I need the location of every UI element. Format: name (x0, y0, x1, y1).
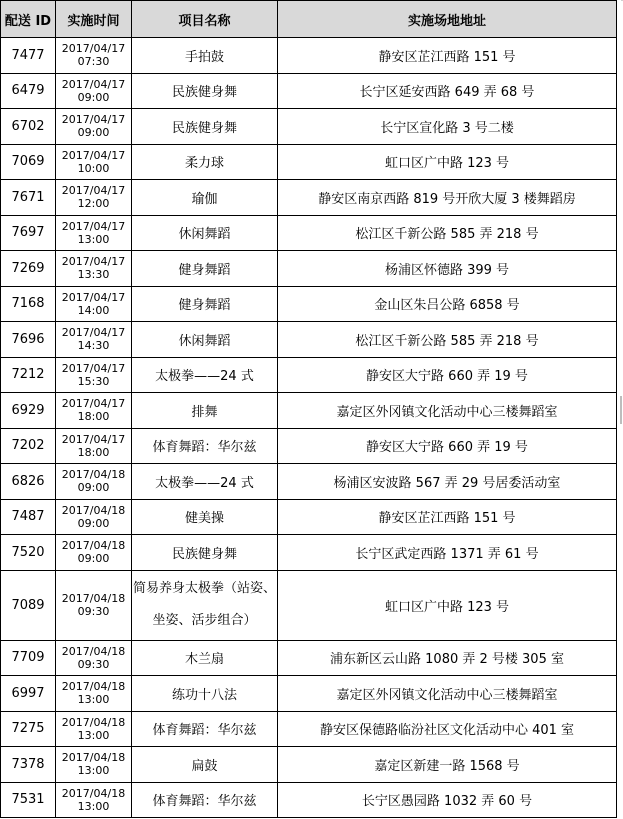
cell-clock: 18:00 (77, 410, 110, 424)
cell-clock: 13:00 (77, 232, 110, 246)
cell-clock: 10:00 (77, 161, 110, 175)
cell-id[interactable]: 6929 (1, 393, 56, 429)
cell-date: 2017/04/17 (61, 184, 126, 198)
cell-clock: 15:30 (77, 374, 110, 388)
cell-id[interactable]: 7378 (1, 747, 56, 783)
cell-address[interactable]: 静安区南京西路 819 号开欣大厦 3 楼舞蹈房 (278, 180, 617, 216)
cell-clock: 09:00 (77, 481, 110, 495)
cell-time[interactable] (56, 499, 132, 535)
header-time[interactable]: 实施时间 (56, 1, 132, 38)
cell-id[interactable]: 7477 (1, 38, 56, 74)
cell-date: 2017/04/17 (61, 113, 126, 127)
table-row (1, 747, 617, 783)
cell-address[interactable]: 嘉定区外冈镇文化活动中心三楼舞蹈室 (278, 393, 617, 429)
cell-address[interactable]: 松江区千新公路 585 弄 218 号 (278, 322, 617, 358)
cell-id[interactable]: 7709 (1, 640, 56, 676)
cell-project[interactable]: 简易养身太极拳（站姿、坐姿、活步组合） (132, 570, 278, 640)
cell-id[interactable]: 7520 (1, 535, 56, 571)
cell-date: 2017/04/18 (61, 786, 126, 800)
cell-time[interactable] (56, 73, 132, 109)
table-row (1, 180, 617, 216)
table-row (1, 499, 617, 535)
cell-clock: 14:30 (77, 339, 110, 353)
cell-id[interactable]: 7202 (1, 428, 56, 464)
cell-date: 2017/04/17 (61, 42, 126, 56)
cell-id[interactable]: 6826 (1, 464, 56, 500)
cell-address[interactable]: 静安区芷江西路 151 号 (278, 499, 617, 535)
cell-address[interactable]: 浦东新区云山路 1080 弄 2 号楼 305 室 (278, 640, 617, 676)
cell-project[interactable]: 木兰扇 (132, 640, 278, 676)
cell-project[interactable]: 民族健身舞 (132, 535, 278, 571)
cell-clock: 13:00 (77, 764, 110, 778)
cell-address[interactable]: 长宁区宣化路 3 号二楼 (278, 109, 617, 145)
table-row (1, 215, 617, 251)
cell-date: 2017/04/18 (61, 715, 126, 729)
cell-project[interactable]: 体育舞蹈：华尔兹 (132, 782, 278, 818)
cell-id[interactable]: 6479 (1, 73, 56, 109)
cell-time[interactable] (56, 215, 132, 251)
table-row (1, 73, 617, 109)
cell-project[interactable]: 休闲舞蹈 (132, 215, 278, 251)
cell-date: 2017/04/17 (61, 77, 126, 91)
cell-address[interactable]: 嘉定区新建一路 1568 号 (278, 747, 617, 783)
cell-clock: 13:00 (77, 728, 110, 742)
cell-clock: 09:00 (77, 90, 110, 104)
cell-date: 2017/04/18 (61, 539, 126, 553)
cell-address[interactable]: 嘉定区外冈镇文化活动中心三楼舞蹈室 (278, 676, 617, 712)
cell-time[interactable] (56, 428, 132, 464)
cell-address[interactable]: 长宁区武定西路 1371 弄 61 号 (278, 535, 617, 571)
cell-id[interactable]: 6997 (1, 676, 56, 712)
cell-project[interactable]: 体育舞蹈：华尔兹 (132, 428, 278, 464)
scroll-edge-marker (620, 396, 622, 424)
cell-date: 2017/04/18 (61, 503, 126, 517)
table-row (1, 357, 617, 393)
cell-clock: 13:00 (77, 799, 110, 813)
cell-address[interactable]: 静安区芷江西路 151 号 (278, 38, 617, 74)
header-row (1, 1, 617, 38)
cell-id[interactable]: 7696 (1, 322, 56, 358)
cell-address[interactable]: 金山区朱吕公路 6858 号 (278, 286, 617, 322)
table-row (1, 676, 617, 712)
cell-time[interactable] (56, 180, 132, 216)
cell-time[interactable] (56, 109, 132, 145)
table-row (1, 393, 617, 429)
cell-clock: 18:00 (77, 445, 110, 459)
cell-date: 2017/04/18 (61, 592, 126, 605)
cell-time[interactable] (56, 357, 132, 393)
header-address[interactable]: 实施场地地址 (278, 1, 617, 38)
cell-clock: 09:00 (77, 126, 110, 140)
cell-project[interactable]: 扁鼓 (132, 747, 278, 783)
cell-address[interactable]: 松江区千新公路 585 弄 218 号 (278, 215, 617, 251)
cell-id[interactable]: 7275 (1, 711, 56, 747)
cell-time[interactable] (56, 38, 132, 74)
cell-clock: 09:00 (77, 552, 110, 566)
cell-id[interactable]: 7487 (1, 499, 56, 535)
cell-project[interactable]: 休闲舞蹈 (132, 322, 278, 358)
table-body (1, 38, 617, 818)
cell-project[interactable]: 太极拳——24 式 (132, 464, 278, 500)
cell-clock: 12:00 (77, 197, 110, 211)
table-row (1, 38, 617, 74)
cell-project[interactable]: 健美操 (132, 499, 278, 535)
cell-time[interactable] (56, 570, 132, 640)
cell-address[interactable]: 虹口区广中路 123 号 (278, 144, 617, 180)
cell-clock: 09:00 (77, 516, 110, 530)
cell-time[interactable] (56, 711, 132, 747)
cell-time[interactable] (56, 393, 132, 429)
cell-id[interactable]: 7531 (1, 782, 56, 818)
header-project[interactable]: 项目名称 (132, 1, 278, 38)
table-row (1, 428, 617, 464)
cell-date: 2017/04/18 (61, 680, 126, 694)
cell-time[interactable] (56, 640, 132, 676)
cell-date: 2017/04/18 (61, 644, 126, 658)
cell-address[interactable]: 静安区大宁路 660 弄 19 号 (278, 428, 617, 464)
cell-project[interactable]: 练功十八法 (132, 676, 278, 712)
cell-project[interactable]: 民族健身舞 (132, 73, 278, 109)
cell-id[interactable]: 7212 (1, 357, 56, 393)
cell-time[interactable] (56, 535, 132, 571)
table-row (1, 322, 617, 358)
cell-id[interactable]: 7269 (1, 251, 56, 287)
cell-clock: 13:00 (77, 693, 110, 707)
cell-date: 2017/04/17 (61, 397, 126, 411)
cell-clock: 09:30 (77, 605, 110, 618)
cell-project[interactable]: 健身舞蹈 (132, 251, 278, 287)
cell-id[interactable]: 7168 (1, 286, 56, 322)
cell-time[interactable] (56, 251, 132, 287)
table-row (1, 251, 617, 287)
table-row (1, 535, 617, 571)
cell-time[interactable] (56, 747, 132, 783)
cell-date: 2017/04/17 (61, 255, 126, 269)
cell-project[interactable]: 柔力球 (132, 144, 278, 180)
table-row (1, 109, 617, 145)
cell-time[interactable] (56, 464, 132, 500)
cell-project[interactable]: 民族健身舞 (132, 109, 278, 145)
cell-date: 2017/04/17 (61, 361, 126, 375)
cell-project[interactable]: 排舞 (132, 393, 278, 429)
cell-project[interactable]: 瑜伽 (132, 180, 278, 216)
cell-id[interactable]: 7697 (1, 215, 56, 251)
cell-clock: 14:00 (77, 303, 110, 317)
cell-id[interactable]: 7089 (1, 570, 56, 640)
table-row (1, 464, 617, 500)
cell-clock: 13:30 (77, 268, 110, 282)
cell-project[interactable]: 体育舞蹈：华尔兹 (132, 711, 278, 747)
table-row (1, 570, 617, 640)
table-row (1, 144, 617, 180)
table-row (1, 640, 617, 676)
cell-date: 2017/04/17 (61, 219, 126, 233)
cell-address[interactable]: 静安区保德路临汾社区文化活动中心 401 室 (278, 711, 617, 747)
cell-date: 2017/04/17 (61, 148, 126, 162)
cell-time[interactable] (56, 322, 132, 358)
cell-date: 2017/04/17 (61, 290, 126, 304)
cell-id[interactable]: 6702 (1, 109, 56, 145)
cell-address[interactable]: 长宁区愚园路 1032 弄 60 号 (278, 782, 617, 818)
cell-project[interactable]: 太极拳——24 式 (132, 357, 278, 393)
cell-time[interactable] (56, 144, 132, 180)
cell-address[interactable]: 虹口区广中路 123 号 (278, 570, 617, 640)
table-row (1, 286, 617, 322)
cell-project[interactable]: 健身舞蹈 (132, 286, 278, 322)
cell-date: 2017/04/18 (61, 468, 126, 482)
cell-address[interactable]: 长宁区延安西路 649 弄 68 号 (278, 73, 617, 109)
cell-id[interactable]: 7671 (1, 180, 56, 216)
cell-clock: 09:30 (77, 657, 110, 671)
table-row (1, 782, 617, 818)
cell-date: 2017/04/18 (61, 751, 126, 765)
cell-address[interactable]: 静安区大宁路 660 弄 19 号 (278, 357, 617, 393)
cell-date: 2017/04/17 (61, 326, 126, 340)
cell-address[interactable]: 杨浦区安波路 567 弄 29 号居委活动室 (278, 464, 617, 500)
cell-address[interactable]: 杨浦区怀德路 399 号 (278, 251, 617, 287)
cell-project[interactable]: 手拍鼓 (132, 38, 278, 74)
header-id[interactable]: 配送 ID (1, 1, 56, 38)
cell-clock: 07:30 (77, 55, 110, 69)
cell-time[interactable] (56, 286, 132, 322)
cell-date: 2017/04/17 (61, 432, 126, 446)
cell-time[interactable] (56, 782, 132, 818)
cell-time[interactable] (56, 676, 132, 712)
cell-id[interactable]: 7069 (1, 144, 56, 180)
table-row (1, 711, 617, 747)
